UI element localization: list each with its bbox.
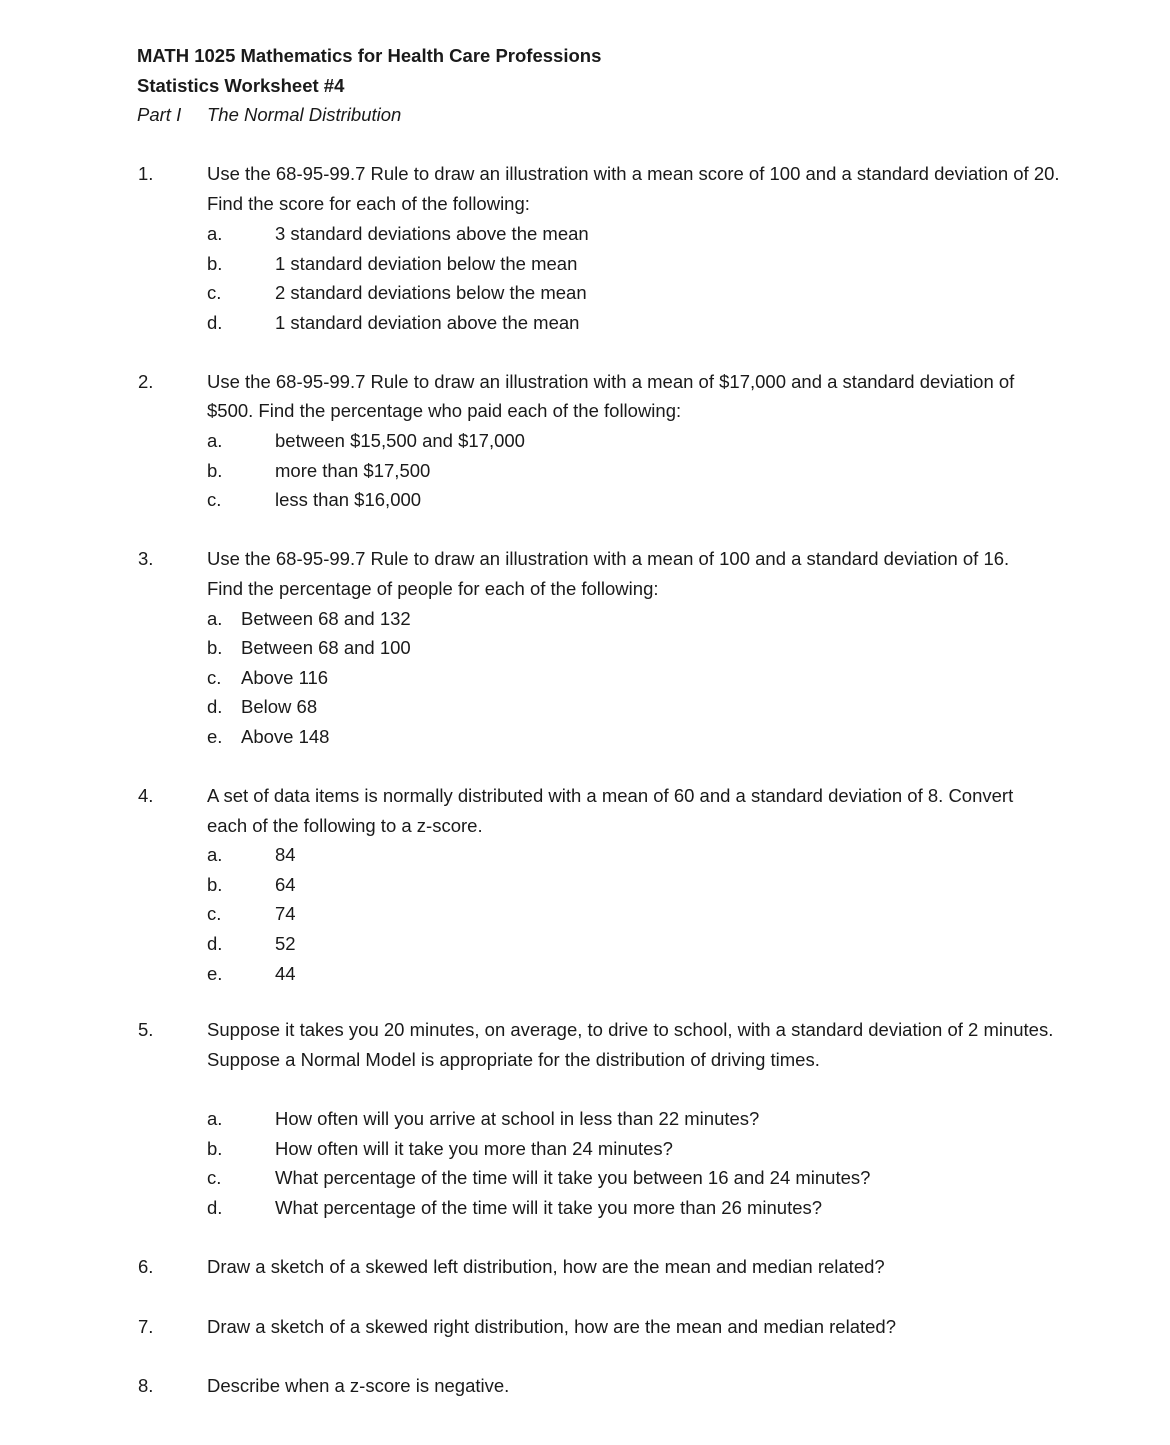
q1-item-label: a.: [207, 223, 223, 244]
q2-number: 2.: [138, 371, 154, 392]
q4-item-label: d.: [207, 933, 223, 954]
q1-item-label: d.: [207, 312, 223, 333]
q5-item-label: b.: [207, 1138, 223, 1159]
q3-item-text: Above 148: [241, 726, 330, 747]
q2-item-text: more than $17,500: [275, 460, 431, 481]
q1-item-text: 2 standard deviations below the mean: [275, 282, 587, 303]
q4-item-label: e.: [207, 963, 223, 984]
q3-item-text: Above 116: [241, 667, 329, 688]
part-label: Part I: [137, 104, 182, 125]
q5-item-text: How often will you arrive at school in less than 22 minutes?: [275, 1108, 760, 1129]
q2-item-text: less than $16,000: [275, 489, 422, 510]
q3-item-text: Between 68 and 132: [241, 608, 411, 629]
q4-item-text: 52: [275, 933, 296, 954]
q5-item-text: What percentage of the time will it take you between 16 and 24 minutes?: [275, 1167, 871, 1188]
q2-item-label: b.: [207, 460, 223, 481]
q4-item-text: 74: [275, 903, 296, 924]
q6-number: 6.: [138, 1256, 154, 1277]
q1-item-label: c.: [207, 282, 222, 303]
q7-text: Draw a sketch of a skewed right distribution, how are the mean and median related?: [207, 1316, 896, 1337]
q4-line1: A set of data items is normally distributed with a mean of 60 and a standard deviation of 8. Convert: [207, 785, 1014, 806]
course-title: MATH 1025 Mathematics for Health Care Professions: [137, 45, 602, 66]
q3-item-text: Below 68: [241, 696, 318, 717]
q2-line1: Use the 68-95-99.7 Rule to draw an illustration with a mean of $17,000 and a standard deviation of: [207, 371, 1015, 392]
q1-line2: Find the score for each of the following:: [207, 193, 530, 214]
worksheet-title: Statistics Worksheet #4: [137, 75, 345, 96]
q3-number: 3.: [138, 548, 154, 569]
q2-item-text: between $15,500 and $17,000: [275, 430, 525, 451]
q1-item-text: 1 standard deviation above the mean: [275, 312, 580, 333]
q1-line1: Use the 68-95-99.7 Rule to draw an illustration with a mean score of 100 and a standard deviation of 20.: [207, 163, 1060, 184]
q8-number: 8.: [138, 1375, 154, 1396]
q4-item-label: b.: [207, 874, 223, 895]
q1-number: 1.: [138, 163, 154, 184]
q1-item-text: 1 standard deviation below the mean: [275, 253, 578, 274]
q8-text: Describe when a z-score is negative.: [207, 1375, 510, 1396]
q4-item-text: 64: [275, 874, 296, 895]
part-title: The Normal Distribution: [207, 104, 402, 125]
q3-line2: Find the percentage of people for each of the following:: [207, 578, 659, 599]
q3-item-label: c.: [207, 667, 222, 688]
q1-item-text: 3 standard deviations above the mean: [275, 223, 589, 244]
q5-item-text: What percentage of the time will it take you more than 26 minutes?: [275, 1197, 823, 1218]
q3-item-label: d.: [207, 696, 223, 717]
q4-line2: each of the following to a z-score.: [207, 815, 483, 836]
q3-item-label: a.: [207, 608, 223, 629]
q1-item-label: b.: [207, 253, 223, 274]
q4-item-text: 84: [275, 844, 296, 865]
q2-item-label: c.: [207, 489, 222, 510]
q5-line2: Suppose a Normal Model is appropriate for the distribution of driving times.: [207, 1049, 820, 1070]
q5-item-label: c.: [207, 1167, 222, 1188]
q4-item-label: c.: [207, 903, 222, 924]
q6-text: Draw a sketch of a skewed left distribution, how are the mean and median related?: [207, 1256, 885, 1277]
q4-item-text: 44: [275, 963, 296, 984]
q4-number: 4.: [138, 785, 154, 806]
q3-item-text: Between 68 and 100: [241, 637, 411, 658]
q7-number: 7.: [138, 1316, 154, 1337]
q5-line1: Suppose it takes you 20 minutes, on average, to drive to school, with a standard deviation of 2 minutes.: [207, 1019, 1054, 1040]
q3-item-label: b.: [207, 637, 223, 658]
q5-item-label: a.: [207, 1108, 223, 1129]
q3-item-label: e.: [207, 726, 223, 747]
q5-number: 5.: [138, 1019, 154, 1040]
q2-line2: $500. Find the percentage who paid each of the following:: [207, 400, 682, 421]
q2-item-label: a.: [207, 430, 223, 451]
q4-item-label: a.: [207, 844, 223, 865]
q5-item-label: d.: [207, 1197, 223, 1218]
q3-line1: Use the 68-95-99.7 Rule to draw an illustration with a mean of 100 and a standard deviation of 16.: [207, 548, 1010, 569]
q5-item-text: How often will it take you more than 24 minutes?: [275, 1138, 673, 1159]
